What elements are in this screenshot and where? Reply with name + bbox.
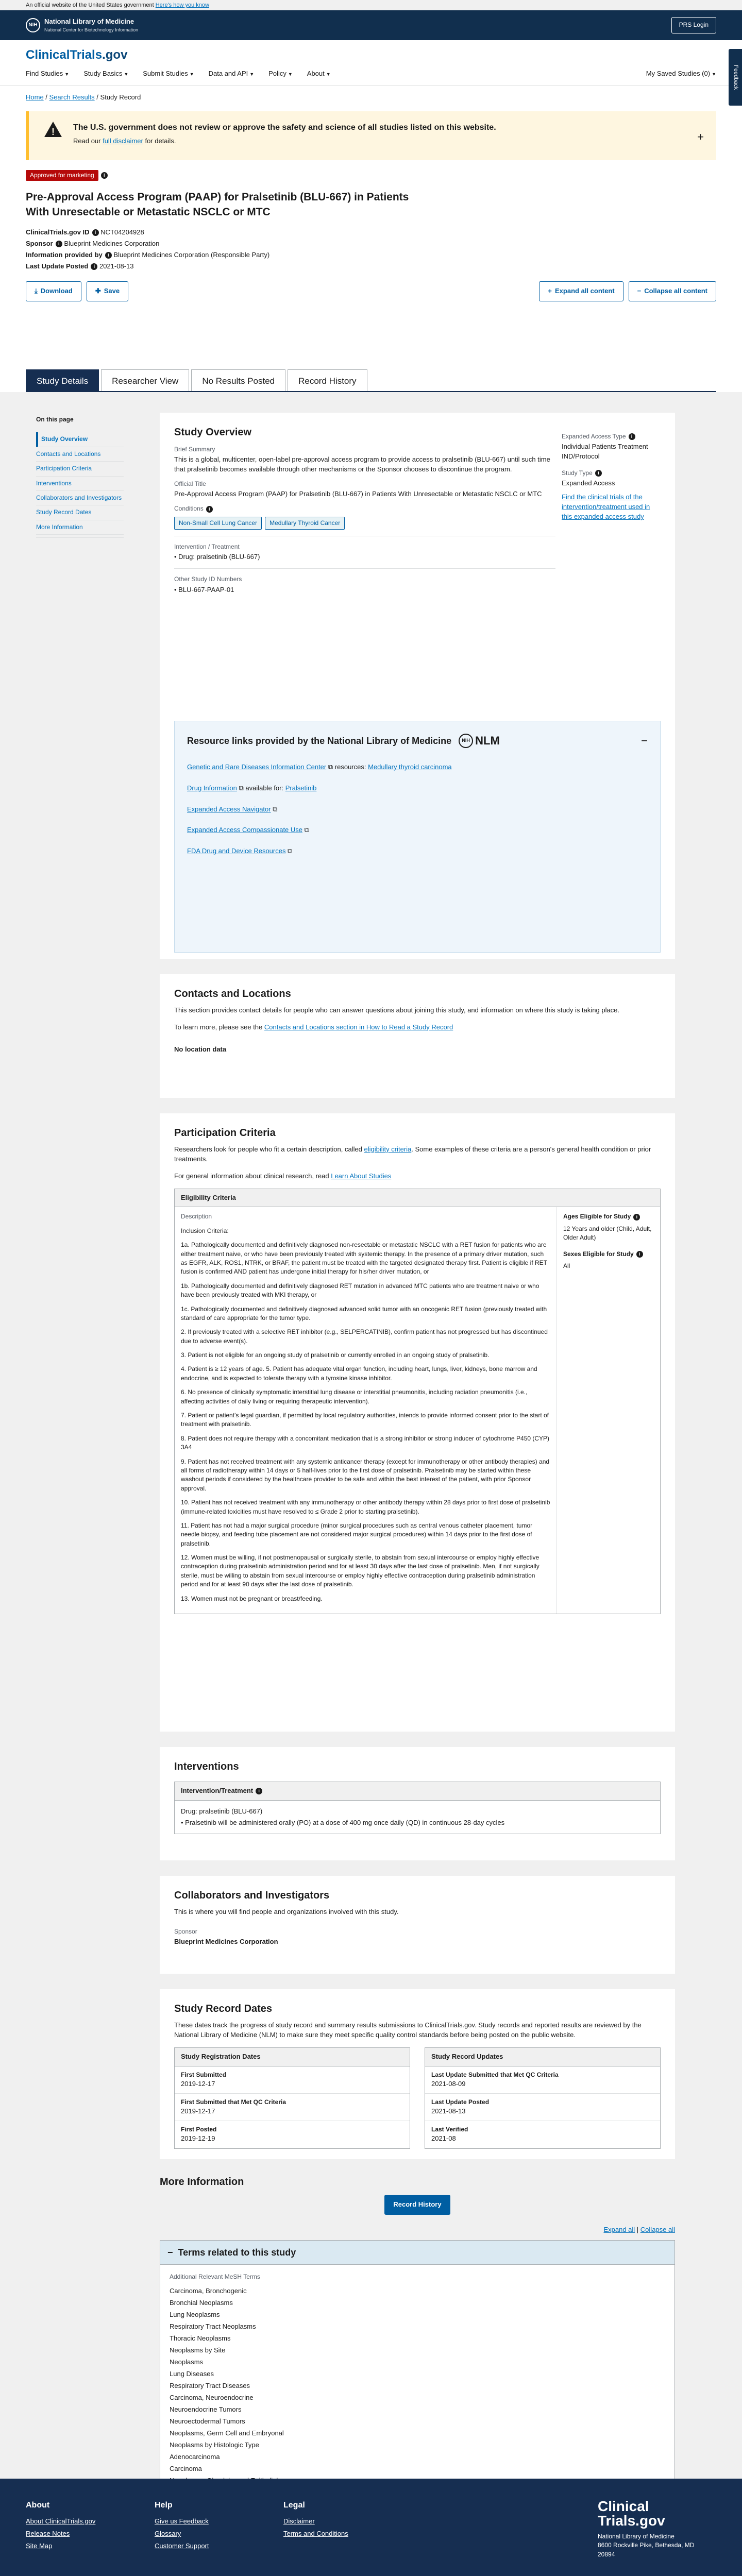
date-row (175, 2094, 410, 2121)
main-nav (26, 69, 716, 79)
date-row (175, 2121, 410, 2148)
resource-link[interactable]: Pralsetinib (285, 784, 317, 792)
footer-address: 20894 (598, 2550, 615, 2558)
criteria-item: 2. If previously treated with a selective RET inhibitor (e.g., SELPERCATINIB), confirm patient has not progressed but has discontinued due to adverse event(s). (181, 1328, 548, 1345)
feedback-tab[interactable]: Feedback (729, 49, 742, 106)
date-label: First Submitted (181, 2071, 227, 2078)
mesh-term: Neoplasms by Site (170, 2346, 226, 2354)
footer-logo: Clinical (598, 2498, 649, 2514)
study-type: Expanded Access (562, 479, 615, 487)
nav-item[interactable]: Study Basics ▼ (83, 70, 129, 78)
gov-banner (0, 0, 742, 10)
eligibility-link[interactable]: eligibility criteria (364, 1145, 412, 1153)
study-tab[interactable]: Study Details (26, 369, 99, 391)
warning-icon (44, 122, 62, 137)
logo-text-b: .gov (102, 47, 128, 62)
dates-text: These dates track the progress of study record and summary results submissions to ClinicalTrials.gov. Study records and reported results are reviewed by the National Library of Medicine (NLM) to make sure they meet specific quality control standards before being posted on the public website. (174, 2021, 642, 2039)
nav-item[interactable]: Find Studies ▼ (26, 70, 70, 78)
collab-text: This is where you will find people and organizations involved with this study. (174, 1908, 399, 1916)
criteria-item: 12. Women must be willing, if not postmenopausal or surgically sterile, to abstain from sexual intercourse or employ highly effective contraception during pralsetinib administration period and for at least 30 days after the last dose of pralsetinib. Men, if not surgically sterile, must be willing to abstain from sexual intercourse or employ highly effective contraception during pralsetinib administration period and for at least 90 days after the last dose of pralsetinib. (181, 1554, 539, 1588)
mesh-term: Bronchial Neoplasms (170, 2298, 233, 2307)
resource-link[interactable]: Expanded Access Compassionate Use (187, 826, 303, 834)
study-tabs (26, 368, 716, 392)
description-label: Description (181, 1213, 212, 1221)
disclaimer-alert (26, 111, 716, 160)
study-id-row: ClinicalTrials.gov ID i NCT04204928 (26, 228, 144, 236)
nlm-bar (0, 10, 742, 40)
site-footer (0, 2479, 742, 2576)
contacts-learn: To learn more, please see the Contacts and Locations section in How to Read a Study Record (174, 1023, 453, 1031)
sidenav-item[interactable]: Study Record Dates (36, 505, 124, 520)
section-heading: More Information (160, 2176, 244, 2188)
footer-link[interactable]: Glossary (155, 2530, 181, 2538)
resource-link[interactable]: FDA Drug and Device Resources (187, 847, 286, 855)
conditions-label: Conditions i (174, 504, 555, 513)
info-icon[interactable]: i (206, 506, 213, 513)
nlm-logo: NIH NLM (459, 733, 500, 749)
mesh-label: Additional Relevant MeSH Terms (170, 2273, 260, 2280)
ncbi-name: National Center for Biotechnology Information (44, 27, 139, 32)
intervention-drug: Drug: pralsetinib (BLU-667) (181, 1807, 263, 1815)
mesh-term: Respiratory Tract Neoplasms (170, 2322, 256, 2330)
criteria-item: 1c. Pathologically documented and definitively diagnosed advanced solid tumor with an oncogenic RET fusion (previously treated with standard of care appropriate for the tumor type. (181, 1305, 547, 1321)
eligibility-box (174, 1189, 661, 1615)
mesh-term: Neuroendocrine Tumors (170, 2405, 242, 2413)
update-dates (425, 2047, 661, 2149)
nav-item[interactable]: Data and API ▼ (208, 70, 255, 78)
sponsor-row: Sponsor i Blueprint Medicines Corporation (26, 240, 160, 248)
sidenav-heading: On this page (36, 416, 74, 423)
save-button[interactable]: ✚ Save (87, 281, 128, 301)
prs-login-button[interactable]: PRS Login (671, 17, 716, 33)
download-button[interactable]: ⤓ Download (26, 281, 81, 301)
intervention-label: Intervention / Treatment (174, 543, 240, 551)
date-value: 2019-12-19 (181, 2134, 215, 2143)
section-heading: Interventions (174, 1761, 239, 1772)
overview-sidebar (562, 425, 660, 522)
resource-link[interactable]: Genetic and Rare Diseases Information Center (187, 762, 327, 771)
external-link-icon: ⧉ (328, 762, 333, 771)
gov-banner-text: An official website of the United States government (26, 2, 154, 8)
brief-summary-label: Brief Summary (174, 446, 215, 453)
other-ids-label: Other Study ID Numbers (174, 575, 242, 583)
info-icon[interactable]: i (595, 470, 602, 477)
external-link-icon: ⧉ (304, 826, 309, 834)
nav-item[interactable]: Submit Studies ▼ (143, 70, 194, 78)
info-icon[interactable]: i (256, 1788, 262, 1794)
logo-text-a: ClinicalTrials (26, 47, 103, 62)
resources-heading: Resource links provided by the National Library of Medicine (187, 735, 452, 746)
sidenav-item[interactable]: Interventions (36, 477, 124, 491)
mesh-term: Lung Neoplasms (170, 2310, 220, 2318)
footer-link[interactable]: Terms and Conditions (283, 2530, 348, 2538)
ages-value: 12 Years and older (Child, Adult, Older Adult) (563, 1225, 652, 1242)
official-title: Pre-Approval Access Program (PAAP) for Pralsetinib (BLU-667) in Patients With Unresectable or Metastatic NSCLC or MTC (174, 490, 542, 498)
mesh-term: Neuroectodermal Tumors (170, 2417, 245, 2425)
site-logo[interactable] (26, 46, 716, 64)
alert-title: The U.S. government does not review or approve the safety and science of all studies listed on this website. (73, 123, 496, 132)
date-row (425, 2066, 660, 2094)
record-dates-section (160, 1989, 675, 2159)
expanded-access-type: Individual Patients Treatment IND/Protocol (562, 443, 648, 461)
contacts-help-link[interactable]: Contacts and Locations section in How to Read a Study Record (264, 1023, 453, 1031)
sponsor-label: Sponsor (174, 1927, 197, 1935)
collapse-all-link[interactable]: Collapse all (640, 2225, 675, 2233)
study-tab[interactable]: No Results Posted (191, 369, 285, 391)
expand-alert-icon[interactable]: + (697, 130, 704, 143)
sponsor-value: Blueprint Medicines Corporation (174, 1938, 278, 1946)
mesh-term: Neoplasms (170, 2358, 204, 2366)
date-row (425, 2094, 660, 2121)
chevron-down-icon: ▼ (712, 72, 716, 77)
sexes-value: All (563, 1262, 570, 1269)
date-value: 2019-12-17 (181, 2107, 215, 2115)
footer-link[interactable]: Disclaimer (283, 2517, 315, 2526)
disclaimer-link[interactable]: full disclaimer (103, 137, 143, 145)
criteria-item: 11. Patient has not had a major surgical procedure (minor surgical procedures such as central venous catheter placement, tumor needle biopsy, and feeding tube placement are not considered major surgical procedures) within 14 days prior to the first dose of pralsetinib. (181, 1521, 533, 1547)
mesh-term: Neoplasms, Germ Cell and Embryonal (170, 2429, 284, 2437)
study-type-label: Study Type i (562, 469, 660, 478)
plus-icon: + (548, 287, 552, 295)
section-heading: Contacts and Locations (174, 988, 291, 999)
date-label: Last Update Posted (431, 2098, 490, 2106)
breadcrumb: Home / Search Results / Study Record (26, 93, 141, 101)
nlm-resources-box: Resource links provided by the National Library of Medicine NIH NLM − Genetic and Rare Diseases Information Center ⧉ resources: Medullary thyroid carcinoma Drug Information ⧉ available for: Pralsetinib Expanded Access Navigator ⧉ Expanded Access Compassionate Use ⧉ FDA Drug and Device Resources ⧉ (174, 721, 661, 953)
intervention-detail: • Pralsetinib will be administered orally (PO) at a dose of 400 mg once daily (QD) in continuous 28-day cycles (181, 1818, 505, 1826)
study-title: Pre-Approval Access Program (PAAP) for Pralsetinib (BLU-667) in Patients With Unresectable or Metastatic NSCLC or MTC (26, 191, 409, 218)
chevron-down-icon: ▼ (249, 72, 255, 77)
sexes-label: Sexes Eligible for Study i (563, 1250, 654, 1259)
date-value: 2021-08-09 (431, 2079, 466, 2088)
info-icon[interactable]: i (633, 1214, 640, 1221)
criteria-item: 7. Patient or patient's legal guardian, if permitted by local regulatory authorities, intends to provide informed consent prior to the start of treatment with pralsetinib. (181, 1412, 549, 1428)
mesh-term: Lung Diseases (170, 2369, 214, 2378)
intervention-item: • Drug: pralsetinib (BLU-667) (174, 553, 260, 561)
other-id-item: • BLU-667-PAAP-01 (174, 585, 234, 594)
info-icon[interactable]: i (629, 433, 635, 440)
breadcrumb-item: Study Record (100, 93, 141, 101)
date-value: 2021-08-13 (431, 2107, 466, 2115)
criteria-item: 6. No presence of clinically symptomatic interstitial lung disease or interstitial pneumonitis, including radiation pneumonitis (i.e., affecting activities of daily living or requiring therapeutic intervention). (181, 1388, 528, 1405)
intervention-heading: Intervention/Treatment i (175, 1782, 660, 1801)
sidenav-item[interactable]: Participation Criteria (36, 462, 124, 476)
find-trials-link[interactable]: Find the clinical trials of the intervention/treatment used in this expanded access study (562, 493, 650, 520)
info-icon[interactable]: i (91, 263, 97, 270)
criteria-item: 10. Patient has not received treatment with any immunotherapy or other antibody therapy within 28 days prior to first dose of pralsetinib (immune-related toxicities must have resolved to ≤ Grade 2 prior to starting pralsetinib). (181, 1499, 550, 1515)
minus-icon: − (637, 287, 642, 295)
study-tab[interactable]: Researcher View (101, 369, 189, 391)
sidenav-item[interactable]: Contacts and Locations (36, 447, 124, 462)
download-icon: ⤓ (35, 287, 38, 295)
contacts-section (160, 974, 675, 1098)
official-title-label: Official Title (174, 480, 206, 488)
footer-heading: Legal (283, 2501, 305, 2510)
chevron-down-icon: ▼ (124, 72, 129, 77)
footer-heading: About (26, 2501, 50, 2510)
ages-label: Ages Eligible for Study i (563, 1212, 654, 1221)
nav-item[interactable]: About ▼ (307, 70, 331, 78)
eligibility-heading: Eligibility Criteria (175, 1189, 660, 1208)
brief-summary: This is a global, multicenter, open-label pre-approval access program to provide access to pralsetinib (BLU-667) until such time that pralsetinib becomes available through other mechanisms or the Sponsor chooses to discontinue the program. (174, 455, 550, 473)
intervention-box (174, 1782, 661, 1834)
resource-link[interactable]: Drug Information (187, 784, 237, 792)
bookmark-icon: ✚ (95, 287, 101, 295)
sidenav-item[interactable]: Study Overview (36, 432, 124, 447)
saved-studies-link[interactable]: My Saved Studies (0) ▼ (646, 70, 716, 78)
update-heading: Study Record Updates (425, 2048, 660, 2066)
alert-text: Read our full disclaimer for details. (73, 137, 176, 145)
mesh-term: Carcinoma (170, 2464, 202, 2472)
eat-label: Expanded Access Type i (562, 432, 660, 441)
participation-section (160, 1113, 675, 1732)
criteria-intro: Researchers look for people who fit a certain description, called eligibility criteria. Some examples of these criteria are a person's general health condition or prior treatments. (174, 1145, 651, 1163)
external-link-icon: ⧉ (273, 805, 278, 813)
footer-link[interactable]: Give us Feedback (155, 2517, 209, 2526)
expand-all-link[interactable]: Expand all (603, 2225, 635, 2233)
footer-address: 8600 Rockville Pike, Bethesda, MD (598, 2541, 695, 2549)
info-icon[interactable]: i (636, 1251, 643, 1258)
section-heading: Collaborators and Investigators (174, 1890, 330, 1901)
date-label: Last Verified (431, 2126, 468, 2133)
chevron-down-icon: ▼ (288, 72, 293, 77)
footer-link[interactable]: About ClinicalTrials.gov (26, 2517, 96, 2526)
registration-dates (174, 2047, 410, 2149)
footer-logo: Trials.gov (598, 2513, 665, 2529)
chevron-down-icon: ▼ (326, 72, 331, 77)
section-heading: Study Record Dates (174, 2003, 273, 2014)
info-icon[interactable]: i (56, 241, 62, 247)
resource-link[interactable]: Medullary thyroid carcinoma (368, 762, 452, 771)
study-tab[interactable]: Record History (288, 369, 367, 391)
study-content (0, 392, 742, 2479)
info-provided-row: Information provided by i Blueprint Medicines Corporation (Responsible Party) (26, 251, 270, 259)
status-badge: Approved for marketing (26, 170, 98, 181)
study-id: NCT04204928 (100, 228, 144, 236)
criteria-item: Inclusion Criteria: (181, 1227, 229, 1234)
criteria-item: 3. Patient is not eligible for an ongoing study of pralsetinib or currently enrolled in an ongoing study of pralsetinib. (181, 1351, 490, 1359)
mesh-term: Thoracic Neoplasms (170, 2334, 231, 2342)
criteria-item: 8. Patient does not require therapy with a concomitant medication that is a strong inhibitor or strong inducer of cytochrome P450 (CYP) 3A4 (181, 1434, 550, 1451)
learn-about-link[interactable]: Learn About Studies (331, 1172, 392, 1180)
section-heading: Study Overview (174, 427, 252, 438)
nlm-name: National Library of Medicine (44, 18, 134, 26)
footer-link[interactable]: Customer Support (155, 2542, 209, 2550)
resource-link[interactable]: Expanded Access Navigator (187, 805, 271, 813)
nih-logo-icon: NIH (26, 18, 40, 32)
collaborators-section (160, 1876, 675, 1974)
date-value: 2021-08 (431, 2134, 456, 2143)
mesh-term: Carcinoma, Neuroendocrine (170, 2393, 254, 2401)
info-icon[interactable]: i (92, 229, 99, 236)
footer-heading: Help (155, 2501, 173, 2510)
footer-link[interactable]: Site Map (26, 2542, 53, 2550)
condition-pill[interactable]: Medullary Thyroid Cancer (265, 517, 345, 530)
date-label: Last Update Submitted that Met QC Criteria (431, 2071, 559, 2078)
info-icon[interactable]: i (101, 172, 108, 179)
mesh-term: Neoplasms by Histologic Type (170, 2441, 259, 2449)
criteria-item: 4. Patient is ≥ 12 years of age. 5. Patient has adequate vital organ function, including heart, lungs, liver, kidneys, bone marrow and endocrine, and is expected to tolerate therapy with a tyrosine kinase inhibitor. (181, 1365, 537, 1382)
study-overview-section (160, 413, 675, 959)
collapse-all-button[interactable]: − Collapse all content (629, 281, 716, 301)
date-label: First Posted (181, 2126, 217, 2133)
contacts-text: This section provides contact details for people who can answer questions about joining this study, and information on where this study is taking place. (174, 1006, 620, 1014)
footer-link[interactable]: Release Notes (26, 2530, 70, 2538)
gov-banner-link[interactable]: Here's how you know (155, 2, 209, 8)
mesh-term: Respiratory Tract Diseases (170, 2381, 250, 2389)
mesh-term: Adenocarcinoma (170, 2452, 220, 2461)
footer-nlm: National Library of Medicine (598, 2533, 674, 2540)
sidenav-item[interactable]: Collaborators and Investigators (36, 491, 124, 505)
sidenav-item[interactable]: More Information (36, 520, 124, 535)
footer-brand (598, 2499, 716, 2559)
site-header (0, 40, 742, 86)
criteria-item: 13. Women must not be pregnant or breast/feeding. (181, 1595, 323, 1602)
breadcrumb-item[interactable]: Home (26, 93, 44, 101)
external-link-icon: ⧉ (288, 847, 293, 855)
interventions-section (160, 1747, 675, 1860)
criteria-general: For general information about clinical research, read Learn About Studies (174, 1172, 392, 1180)
mesh-term: Carcinoma, Bronchogenic (170, 2286, 247, 2295)
chevron-down-icon: ▼ (189, 72, 194, 77)
minus-icon: − (167, 2247, 173, 2258)
more-info-section: More Information Record History Expand all | Collapse all − Terms related to this study Additional Relevant MeSH Terms Carcinoma, Bronchogenic Bronchial Neoplasms Lung Neoplasms Respiratory Tract Neoplasms Thoracic Neoplasms Neoplasms by Site Neoplasms Lung Diseases Respiratory Tract Diseases Carcinoma, Neuroendocrine Neuroendocrine Tumors Neuroectodermal Tumors Neoplasms, Germ Cell and Embryonal Neoplasms by Histologic Type Adenocarcinoma Carcinoma (160, 2175, 675, 2552)
breadcrumb-item[interactable]: Search Results (49, 93, 95, 101)
date-row (425, 2121, 660, 2148)
criteria-item: 1b. Pathologically documented and definitively diagnosed RET mutation in advanced MTC patients who are treatment naive or who have been previously treated with MKI therapy, or (181, 1282, 539, 1299)
study-summary (0, 160, 742, 392)
external-link-icon: ⧉ (239, 784, 244, 792)
registration-heading: Study Registration Dates (175, 2048, 410, 2066)
no-location-text: No location data (174, 1045, 227, 1053)
record-history-button[interactable]: Record History (384, 2195, 450, 2215)
nav-item[interactable]: Policy ▼ (268, 70, 293, 78)
nih-logo-icon: NIH (459, 734, 473, 748)
last-update-row: Last Update Posted i 2021-08-13 (26, 262, 134, 270)
condition-pill[interactable]: Non-Small Cell Lung Cancer (174, 517, 262, 530)
nlm-logo[interactable] (26, 17, 138, 33)
date-value: 2019-12-17 (181, 2079, 215, 2088)
criteria-item: 1a. Pathologically documented and definitively diagnosed non-resectable or metastatic NSCLC with a RET fusion for patients who are either treatment naive, or who have been previously treated with systemic therapy. In the presence of a primary driver mutation, such as EGFR, ALK, ROS1, NTRK, or BRAF, the patient must be treated with the targeted designated therapy first. Patient is eligible if RET fusion is confirmed AND patient has undergone initial therapy for his/her driver mutation, or (181, 1241, 547, 1276)
terms-header[interactable]: − Terms related to this study (160, 2241, 674, 2265)
section-heading: Participation Criteria (174, 1127, 276, 1139)
info-icon[interactable]: i (105, 252, 112, 259)
collapse-icon[interactable]: − (641, 734, 648, 747)
expand-all-button[interactable]: + Expand all content (539, 281, 623, 301)
date-row (175, 2066, 410, 2094)
chevron-down-icon: ▼ (64, 72, 70, 77)
date-label: First Submitted that Met QC Criteria (181, 2098, 286, 2106)
criteria-item: 9. Patient has not received treatment with any systemic anticancer therapy (except for immunotherapy or other antibody therapies) and all forms of radiotherapy within 14 days or 5 half-lives prior to the first dose of pralsetinib. Pralsetinib may be started within these washout periods if considered by the healthcare provider to be safe and within the best interest of the patient, with prior Sponsor approval. (181, 1458, 550, 1492)
page-sidenav (36, 413, 124, 538)
